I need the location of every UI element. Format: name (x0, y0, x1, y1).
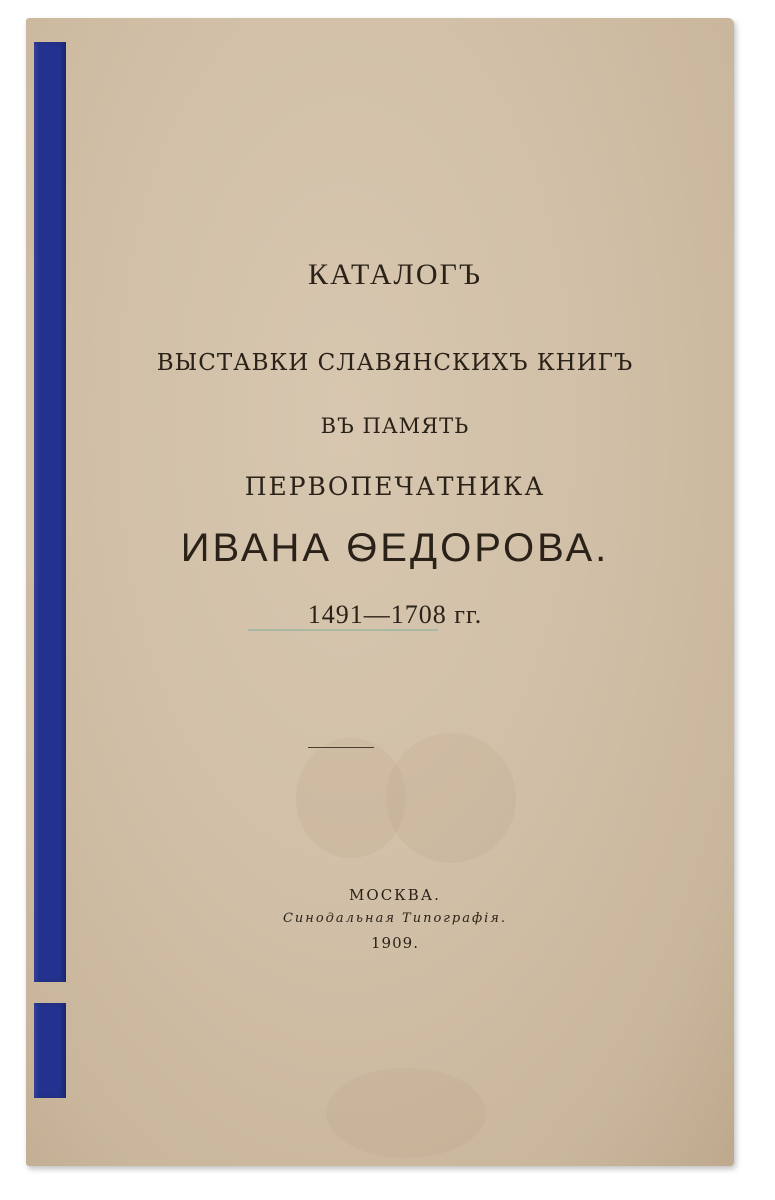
title-catalog: КАТАЛОГЪ (307, 258, 483, 291)
imprint-press: Синодальная Типографія. (282, 911, 508, 926)
spine-tape (34, 42, 66, 982)
paper-stain (326, 1068, 486, 1158)
title-in-memory: ВЪ ПАМЯТЬ (320, 414, 470, 438)
divider-rule (308, 747, 374, 748)
title-name: ИВАНА ѲЕДОРОВА. (180, 526, 610, 570)
spine (26, 18, 70, 1166)
title-exhibition: ВЫСТАВКИ СЛАВЯНСКИХЪ КНИГЪ (156, 350, 634, 376)
paper-stain (386, 733, 516, 863)
years-underline-mark (248, 629, 438, 631)
title-years: 1491—1708 гг. (307, 600, 483, 629)
imprint-year: 1909. (371, 934, 419, 952)
spine-tape-fragment (34, 1003, 66, 1098)
book-cover (26, 18, 734, 1166)
title-first-printer: ПЕРВОПЕЧАТНИКА (244, 472, 546, 501)
imprint-city: МОСКВА. (349, 886, 441, 904)
paper-stain (296, 738, 406, 858)
